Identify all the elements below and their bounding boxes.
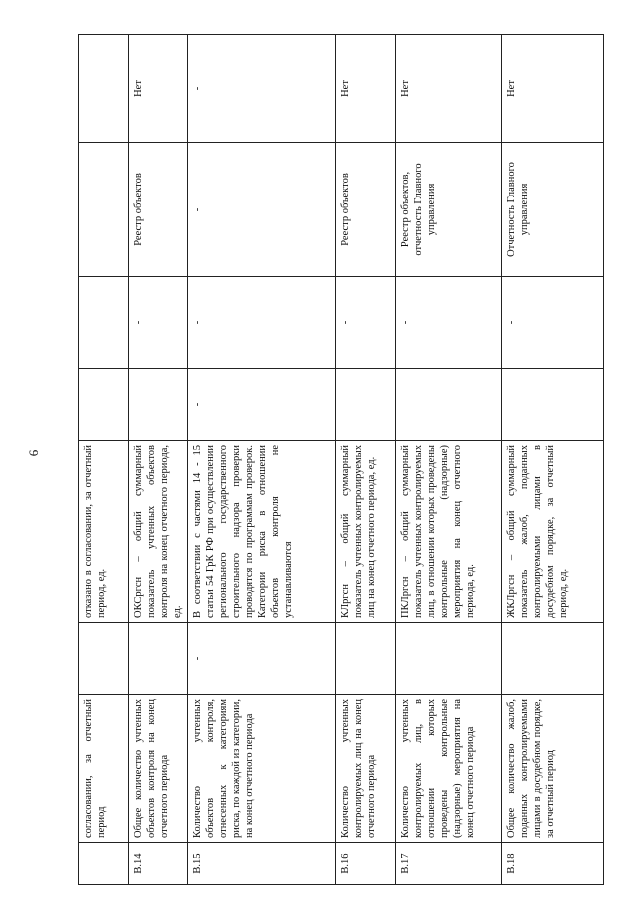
formula-cell: В соответствии с частями 14 - 15 статьи 54 ГрК РФ при осуществлении регионального государственного строительного надзора проверки проводятся по программам проверок. Категории риска в отношении объектов контроля не устанавливаются — [188, 441, 336, 623]
source-cell: Отчетность Главного управления — [502, 143, 604, 277]
indicator-name: Количество учтенных контролируемых лиц на конец отчетного периода — [336, 695, 396, 843]
col5-cell — [502, 369, 604, 441]
col3-cell — [502, 623, 604, 695]
source-cell: Реестр объектов, отчетность Главного управления — [396, 143, 502, 277]
status-cell: Нет — [396, 35, 502, 143]
table-row — [396, 35, 502, 885]
formula-cell: ПКЛргсн – общий суммарный показатель учтенных контролируемых лиц, в отношении которых проведены контрольные (надзорные) мероприятия на конец отчетного периода, ед. — [396, 441, 502, 623]
indicator-name: Общее количество жалоб, поданных контролируемыми лицами в досудебном порядке, за отчетный период — [502, 695, 604, 843]
col5-cell: - — [188, 369, 336, 441]
col5-cell — [129, 369, 188, 441]
col5-cell — [336, 369, 396, 441]
col6-cell — [79, 277, 129, 369]
table-row — [129, 35, 188, 885]
col6-cell: - — [336, 277, 396, 369]
col6-cell: - — [396, 277, 502, 369]
col3-cell — [129, 623, 188, 695]
row-number: В.17 — [396, 843, 502, 885]
source-cell: Реестр объектов — [336, 143, 396, 277]
col3-cell — [79, 623, 129, 695]
row-number: В.15 — [188, 843, 336, 885]
col6-cell: - — [129, 277, 188, 369]
col3-cell: - — [188, 623, 336, 695]
indicator-name: Общее количество учтенных объектов контроля на конец отчетного периода — [129, 695, 188, 843]
status-cell — [79, 35, 129, 143]
formula-cell: ЖКЛргсн – общий суммарный показатель жалоб, поданных контролируемыми лицами в досудебном порядке, за отчетный период, ед. — [502, 441, 604, 623]
col3-cell — [396, 623, 502, 695]
row-number: В.14 — [129, 843, 188, 885]
col5-cell — [396, 369, 502, 441]
rotated-table-container — [78, 35, 598, 885]
table-row — [336, 35, 396, 885]
col6-cell: - — [188, 277, 336, 369]
formula-cell: ОКСргсн – общий суммарный показатель учтенных объектов контроля на конец отчетного периода, ед. — [129, 441, 188, 623]
status-cell: - — [188, 35, 336, 143]
source-cell: - — [188, 143, 336, 277]
col6-cell: - — [502, 277, 604, 369]
row-number: В.18 — [502, 843, 604, 885]
indicator-name: Количество учтенных объектов контроля, отнесенных к категориям риска, по каждой из категории, на конец отчетного периода — [188, 695, 336, 843]
status-cell: Нет — [336, 35, 396, 143]
source-cell: Реестр объектов — [129, 143, 188, 277]
formula-cell: отказано в согласовании, за отчетный период, ед. — [79, 441, 129, 623]
table-row — [79, 35, 129, 885]
table-row — [502, 35, 604, 885]
indicator-name: Количество учтенных контролируемых лиц, в отношении которых проведены контрольные (надзорные) мероприятия на конец отчетного периода — [396, 695, 502, 843]
row-number: В.16 — [336, 843, 396, 885]
status-cell: Нет — [502, 35, 604, 143]
table-row — [188, 35, 336, 885]
source-cell — [79, 143, 129, 277]
formula-cell: КЛргсн – общий суммарный показатель учтенных контролируемых лиц на конец отчетного периода, ед. — [336, 441, 396, 623]
page-number: 6 — [26, 449, 41, 457]
col3-cell — [336, 623, 396, 695]
row-number — [79, 843, 129, 885]
indicators-table — [78, 34, 604, 885]
status-cell: Нет — [129, 35, 188, 143]
col5-cell — [79, 369, 129, 441]
indicator-name: согласовании, за отчетный период — [79, 695, 129, 843]
